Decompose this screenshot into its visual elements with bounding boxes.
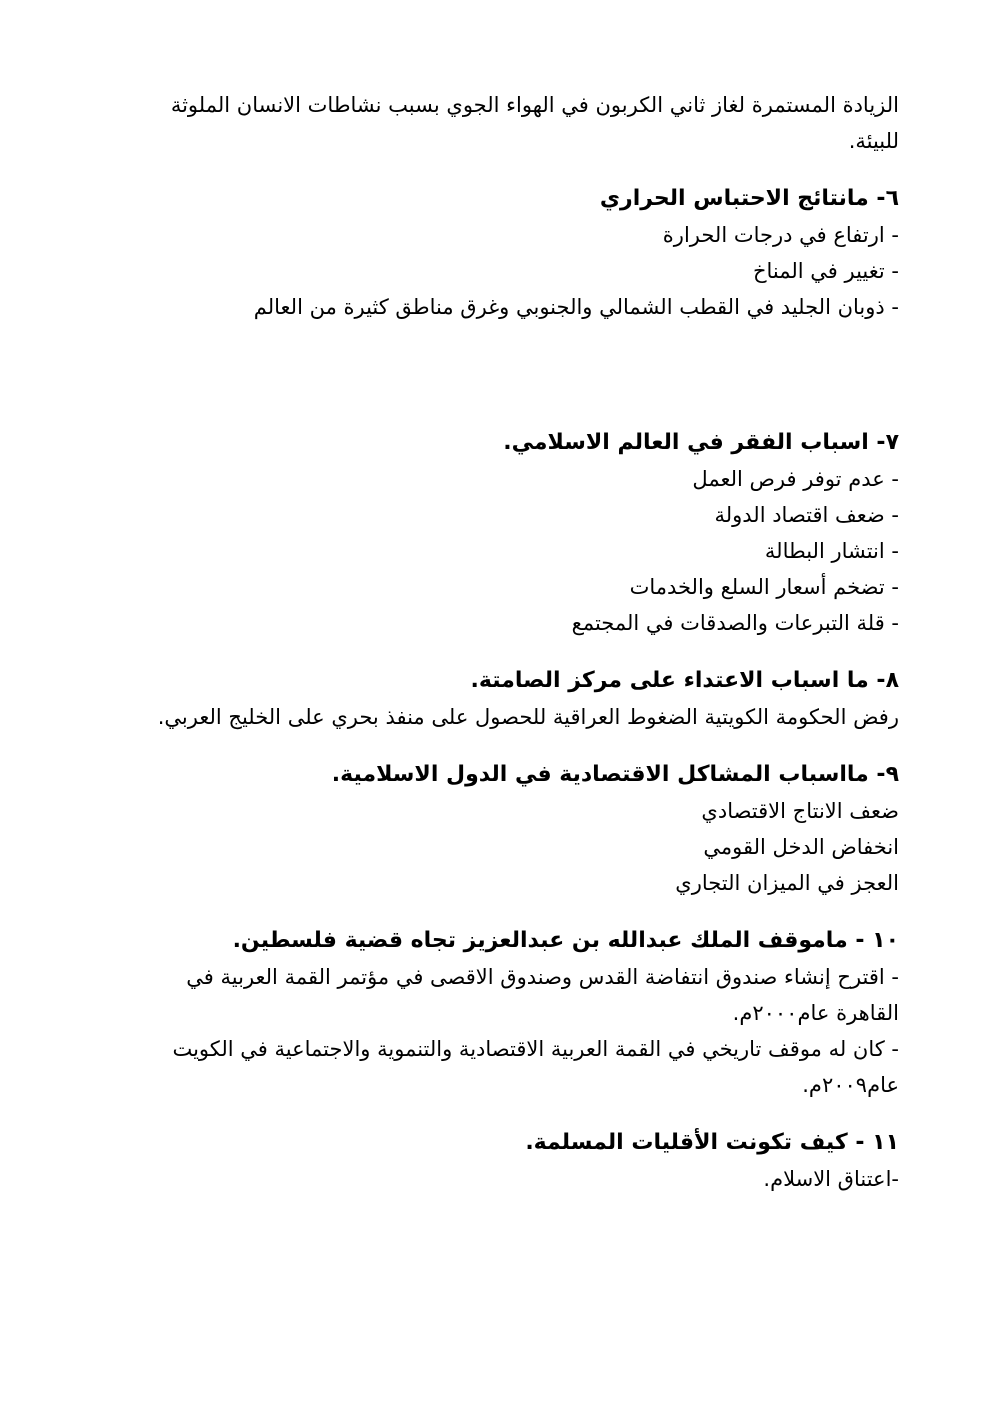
answer-item: رفض الحكومة الكويتية الضغوط العراقية للحصول على منفذ بحري على الخليج العربي. <box>157 705 899 729</box>
question-11 <box>100 1125 899 1197</box>
answer-item: انخفاض الدخل القومي <box>703 835 899 859</box>
answer-item: - ذوبان الجليد في القطب الشمالي والجنوبي وغرق مناطق كثيرة من العالم <box>253 295 899 319</box>
answer-item: عام٢٠٠٩م. <box>802 1073 899 1097</box>
spacer <box>100 735 899 757</box>
answer-item: - عدم توفر فرص العمل <box>692 467 899 491</box>
question-6-answers <box>100 217 899 325</box>
question-9 <box>100 757 899 901</box>
answer-item: - تضخم أسعار السلع والخدمات <box>629 575 899 599</box>
question-6-title: ٦- مانتائج الاحتباس الحراري <box>599 186 899 211</box>
answer-item: ضعف الانتاج الاقتصادي <box>701 799 899 823</box>
answer-item: - انتشار البطالة <box>764 539 899 563</box>
intro-line: الزيادة المستمرة لغاز ثاني الكربون في الهواء الجوي بسبب نشاطات الانسان الملوثة <box>170 93 899 117</box>
spacer <box>100 1103 899 1125</box>
question-10 <box>100 923 899 1103</box>
spacer <box>100 901 899 923</box>
question-6 <box>100 181 899 325</box>
intro-line: للبيئة. <box>848 129 899 153</box>
question-7-answers <box>100 461 899 641</box>
answer-item: - ارتفاع في درجات الحرارة <box>662 223 899 247</box>
document-body <box>100 87 899 1197</box>
question-7 <box>100 425 899 641</box>
answer-item: - تغيير في المناخ <box>752 259 899 283</box>
spacer <box>100 325 899 425</box>
question-8 <box>100 663 899 735</box>
spacer <box>100 641 899 663</box>
question-11-title: ١١ - كيف تكونت الأقليات المسلمة. <box>525 1130 899 1155</box>
question-7-title: ٧- اسباب الفقر في العالم الاسلامي. <box>503 430 899 455</box>
question-8-title: ٨- ما اسباب الاعتداء على مركز الصامتة. <box>470 668 899 693</box>
question-9-answers <box>100 793 899 901</box>
answer-item: القاهرة عام٢٠٠٠م. <box>732 1001 899 1025</box>
question-9-title: ٩- مااسباب المشاكل الاقتصادية في الدول الاسلامية. <box>331 762 899 787</box>
question-10-title: ١٠ - ماموقف الملك عبدالله بن عبدالعزيز تجاه قضية فلسطين. <box>232 928 899 953</box>
answer-item: - اقترح إنشاء صندوق انتفاضة القدس وصندوق الاقصى في مؤتمر القمة العربية في <box>186 965 899 989</box>
answer-item: -اعتناق الاسلام. <box>763 1167 899 1191</box>
answer-item: - ضعف اقتصاد الدولة <box>714 503 899 527</box>
answer-item: العجز في الميزان التجاري <box>675 871 899 895</box>
answer-item: - كان له موقف تاريخي في القمة العربية الاقتصادية والتنموية والاجتماعية في الكويت <box>172 1037 899 1061</box>
spacer <box>100 159 899 181</box>
intro-paragraph <box>100 87 899 159</box>
answer-item: - قلة التبرعات والصدقات في المجتمع <box>571 611 899 635</box>
